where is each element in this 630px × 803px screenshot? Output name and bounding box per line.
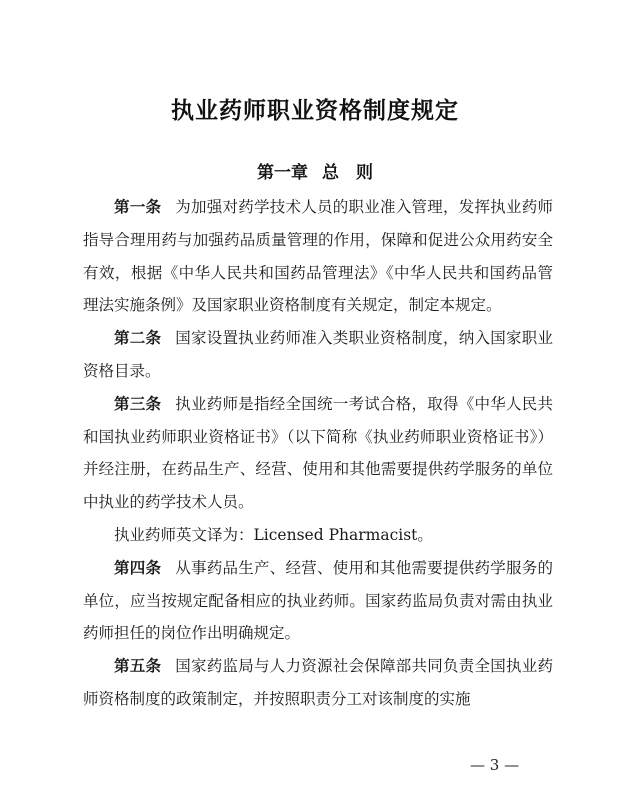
- article-text: 执业药师英文译为：Licensed Pharmacist。: [114, 525, 433, 544]
- article-label: 第五条: [114, 657, 162, 676]
- article-3-note: [83, 519, 553, 552]
- article-label: 第三条: [114, 394, 162, 413]
- article-text: 国家药监局与人力资源社会保障部共同负责全国执业药师资格制度的政策制定，并按照职责分工对该制度的实施: [83, 657, 553, 708]
- article-label: 第四条: [114, 558, 162, 577]
- page-number: — 3 —: [470, 756, 520, 774]
- document-title: 执业药师职业资格制度规定: [171, 98, 459, 124]
- article-text: 从事药品生产、经营、使用和其他需要提供药学服务的单位，应当按规定配备相应的执业药师。国家药监局负责对需由执业药师担任的岗位作出明确规定。: [83, 558, 553, 643]
- article-2: [83, 322, 553, 388]
- article-label: 第一条: [114, 198, 162, 216]
- article-text: 国家设置执业药师准入类职业资格制度，纳入国家职业资格目录。: [83, 329, 553, 380]
- article-1: [83, 191, 553, 322]
- chapter-name: 总 则: [322, 163, 373, 183]
- article-4: [83, 552, 553, 650]
- article-text: 为加强对药学技术人员的职业准入管理，发挥执业药师指导合理用药与加强药品质量管理的作用，保障和促进公众用药安全有效，根据《中华人民共和国药品管理法》《中华人民共和国药品管理法实施条例》及国家职业资格制度有关规定，制定本规定。: [83, 198, 553, 315]
- document-body: [83, 191, 553, 716]
- article-3: [83, 388, 553, 519]
- article-text: 执业药师是指经全国统一考试合格，取得《中华人民共和国执业药师职业资格证书》（以下简称《执业药师职业资格证书》）并经注册，在药品生产、经营、使用和其他需要提供药学服务的单位中执业的药学技术人员。: [83, 394, 553, 512]
- article-5: [83, 650, 553, 716]
- article-label: 第二条: [114, 329, 162, 348]
- chapter-number: 第一章: [257, 163, 308, 183]
- chapter-heading: [0, 158, 630, 183]
